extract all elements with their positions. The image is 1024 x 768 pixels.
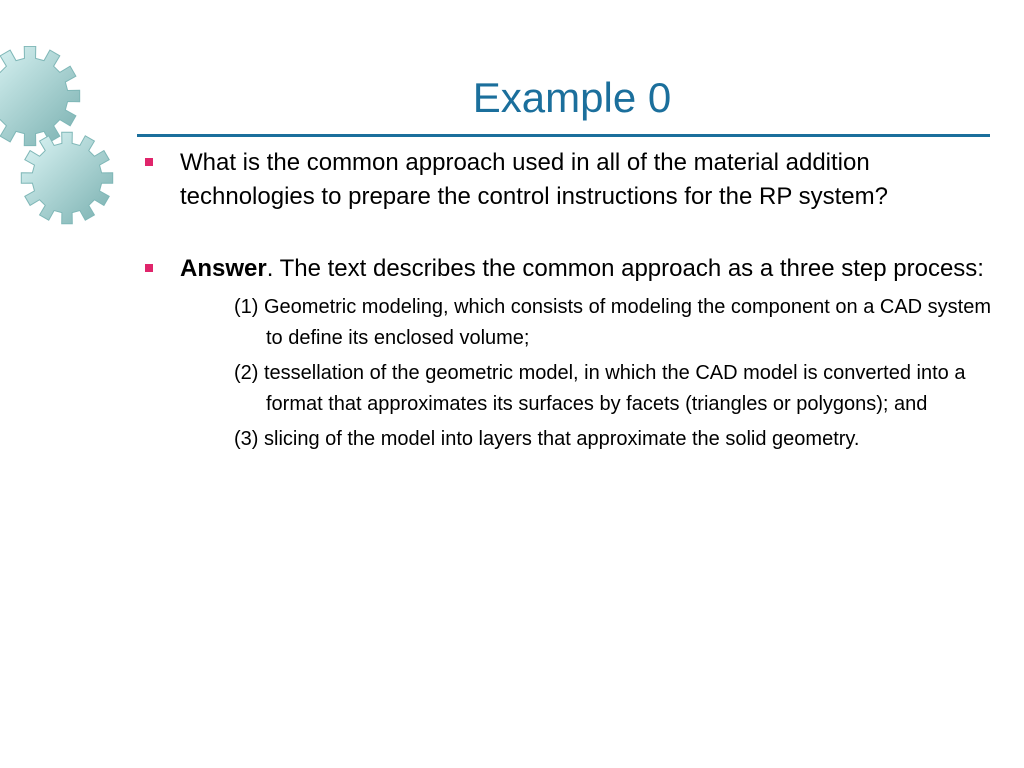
gear-icon — [0, 46, 80, 145]
step-item: (1) Geometric modeling, which consists of modeling the component on a CAD system to define its enclosed volume; — [234, 296, 992, 349]
answer-intro: . The text describes the common approach as a three step process: — [266, 255, 984, 282]
answer-label: Answer — [180, 255, 267, 282]
answer-bullet — [140, 252, 1010, 455]
gear-body — [0, 46, 80, 145]
slide-body — [140, 146, 1010, 455]
question-text: What is the common approach used in all of the material addition technologies to prepare the control instructions for the RP system? — [180, 149, 888, 210]
question-bullet — [140, 146, 1010, 214]
step-item: (2) tessellation of the geometric model, in which the CAD model is converted into a format that approximates its surfaces by facets (triangles or polygons); and — [234, 362, 966, 415]
title-divider — [137, 134, 990, 137]
bullet-marker — [145, 158, 153, 166]
bullet-marker — [145, 264, 153, 272]
slide-title: Example 0 — [472, 74, 672, 121]
gears-decoration — [0, 46, 120, 236]
steps-list — [180, 292, 1010, 455]
step-item: (3) slicing of the model into layers that approximate the solid geometry. — [234, 428, 860, 450]
